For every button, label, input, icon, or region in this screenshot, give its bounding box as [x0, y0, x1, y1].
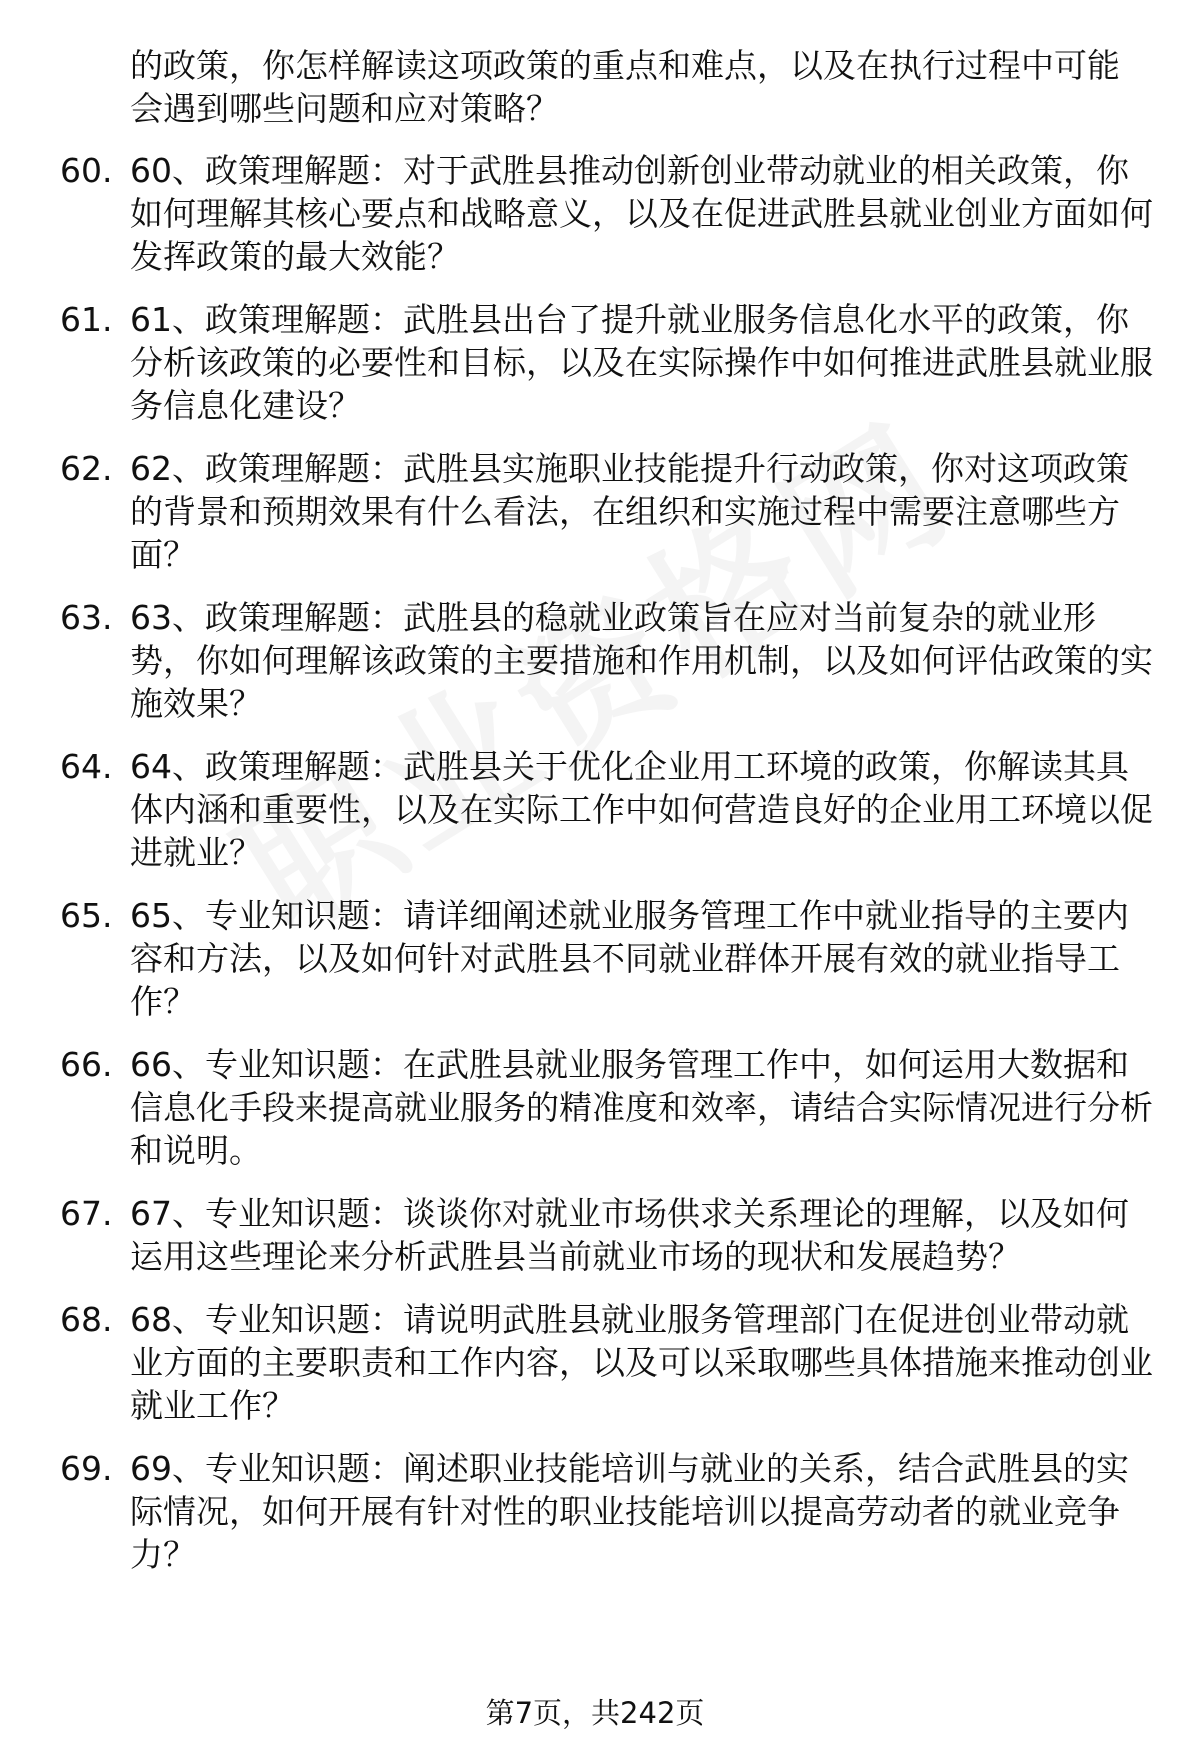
- question-text: 67、专业知识题：谈谈你对就业市场供求关系理论的理解，以及如何运用这些理论来分析武胜县当前就业市场的现状和发展趋势？: [130, 1194, 1129, 1276]
- question-number: 65.: [60, 896, 113, 935]
- question-text: 63、政策理解题：武胜县的稳就业政策旨在应对当前复杂的就业形势，你如何理解该政策的主要措施和作用机制，以及如何评估政策的实施效果？: [130, 598, 1153, 723]
- question-number: 66.: [60, 1045, 113, 1084]
- continuation-text: 的政策，你怎样解读这项政策的重点和难点，以及在执行过程中可能会遇到哪些问题和应对策略？: [130, 46, 1120, 128]
- question-item: [0, 298, 1190, 427]
- question-number: 67.: [60, 1194, 113, 1233]
- question-text: 61、政策理解题：武胜县出台了提升就业服务信息化水平的政策，你分析该政策的必要性和目标，以及在实际操作中如何推进武胜县就业服务信息化建设？: [130, 300, 1153, 425]
- question-item: [0, 1447, 1190, 1576]
- question-text: 66、专业知识题：在武胜县就业服务管理工作中，如何运用大数据和信息化手段来提高就业服务的精准度和效率，请结合实际情况进行分析和说明。: [130, 1045, 1153, 1170]
- question-item: [0, 745, 1190, 874]
- question-item: [0, 149, 1190, 278]
- question-number: 68.: [60, 1300, 113, 1339]
- question-item: [0, 596, 1190, 725]
- question-text: 62、政策理解题：武胜县实施职业技能提升行动政策，你对这项政策的背景和预期效果有什么看法，在组织和实施过程中需要注意哪些方面？: [130, 449, 1129, 574]
- question-text: 60、政策理解题：对于武胜县推动创新创业带动就业的相关政策，你如何理解其核心要点和战略意义，以及在促进武胜县就业创业方面如何发挥政策的最大效能？: [130, 151, 1153, 276]
- question-number: 63.: [60, 598, 113, 637]
- question-item: [0, 447, 1190, 576]
- question-item: [0, 1043, 1190, 1172]
- question-number: 69.: [60, 1449, 113, 1488]
- question-number: 61.: [60, 300, 113, 339]
- question-number: 64.: [60, 747, 113, 786]
- question-text: 69、专业知识题：阐述职业技能培训与就业的关系，结合武胜县的实际情况，如何开展有针对性的职业技能培训以提高劳动者的就业竞争力？: [130, 1449, 1129, 1574]
- question-list: [0, 149, 1190, 1576]
- page-content: [0, 44, 1190, 1596]
- question-text: 65、专业知识题：请详细阐述就业服务管理工作中就业指导的主要内容和方法，以及如何针对武胜县不同就业群体开展有效的就业指导工作？: [130, 896, 1129, 1021]
- question-number: 62.: [60, 449, 113, 488]
- question-item: [0, 1192, 1190, 1278]
- question-text: 64、政策理解题：武胜县关于优化企业用工环境的政策，你解读其具体内涵和重要性，以及在实际工作中如何营造良好的企业用工环境以促进就业？: [130, 747, 1153, 872]
- question-item: [0, 894, 1190, 1023]
- question-item: [0, 1298, 1190, 1427]
- question-text: 68、专业知识题：请说明武胜县就业服务管理部门在促进创业带动就业方面的主要职责和工作内容，以及可以采取哪些具体措施来推动创业就业工作？: [130, 1300, 1153, 1425]
- page-footer: 第7页，共242页: [485, 1696, 705, 1730]
- question-number: 60.: [60, 151, 113, 190]
